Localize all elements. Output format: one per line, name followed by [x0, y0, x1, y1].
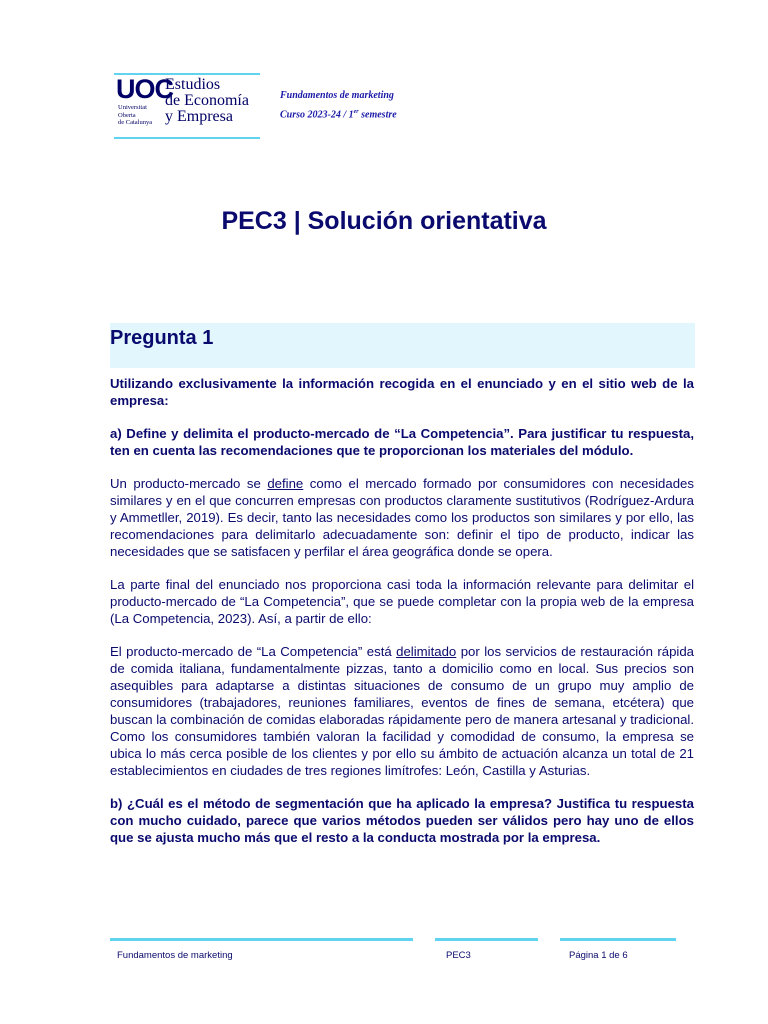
- course-term: Curso 2023-24 / 1er semestre: [280, 109, 397, 121]
- logo-school-name: Estudios de Economía y Empresa: [165, 76, 249, 125]
- document-body: [110, 375, 694, 862]
- delimitado-link[interactable]: delimitado: [396, 644, 457, 659]
- course-name: Fundamentos de marketing: [280, 90, 394, 101]
- page-title: PEC3 | Solución orientativa: [221, 207, 547, 235]
- intro-paragraph: Utilizando exclusivamente la información recogida en el enunciado y en el sitio web de la empresa:: [110, 376, 694, 408]
- footer-course: Fundamentos de marketing: [117, 950, 233, 961]
- footer-rule-left: [110, 938, 413, 941]
- course-header: [280, 88, 397, 123]
- question-heading-box: [110, 323, 695, 368]
- question-title: Pregunta 1: [110, 327, 214, 349]
- footer-page-number: Página 1 de 6: [569, 950, 628, 961]
- footer-doc: PEC3: [446, 950, 471, 961]
- answer-paragraph-3: El producto-mercado de “La Competencia” está delimitado por los servicios de restauración rápida de comida italiana, fundamentalmente pizzas, tanto a domicilio como en local. Sus precios son asequibles para adaptarse a distintas situaciones de consumo de un grupo muy amplio de consumidores (trabajadores, reuniones familiares, eventos de fines de semana, etcétera) que buscan la combinación de comidas elaboradas rápidamente pero de manera artesanal y tradicional. Como los consumidores también valoran la facilidad y comodidad de consumo, la empresa se ubica lo más cerca posible de los clientes y por ello su ámbito de actuación alcanza un total de 21 establecimientos en ciudades de tres regiones limítrofes: León, Castilla y Asturias.: [110, 644, 695, 778]
- question-part-b: b) ¿Cuál es el método de segmentación que ha aplicado la empresa? Justifica tu respuesta con mucho cuidado, parece que varios métodos pueden ser válidos pero hay uno de ellos que se ajusta mucho más que el resto a la conducta mostrada por la empresa.: [110, 796, 694, 845]
- logo-bottom-rule: [114, 137, 260, 139]
- footer-rule-right: [560, 938, 676, 941]
- answer-paragraph-1: Un producto-mercado se define como el mercado formado por consumidores con necesidades similares y en el que concurren empresas con productos claramente sustitutivos (Rodríguez-Ardura y Ammetller, 2019). Es decir, tanto las necesidades como los productos son similares y por ello, las recomendaciones para delimitarlo adecuadamente son: definir el tipo de producto, indicar las necesidades que se satisfacen y perfilar el área geográfica donde se opera.: [110, 476, 694, 559]
- footer-rule-middle: [435, 938, 538, 941]
- logo-uoc-mark: UOC: [116, 74, 173, 104]
- question-part-a: a) Define y delimita el producto-mercado de “La Competencia”. Para justificar tu respuesta, ten en cuenta las recomendaciones que te proporcionan los materiales del módulo.: [110, 426, 694, 458]
- uoc-logo: [114, 73, 260, 139]
- logo-university-name: Universitat Oberta de Catalunya: [118, 104, 153, 126]
- define-link[interactable]: define: [267, 476, 304, 491]
- answer-paragraph-2: La parte final del enunciado nos proporciona casi toda la información relevante para delimitar el producto-mercado de “La Competencia”, que se puede completar con la propia web de la empresa (La Competencia, 2023). Así, a partir de ello:: [110, 577, 694, 626]
